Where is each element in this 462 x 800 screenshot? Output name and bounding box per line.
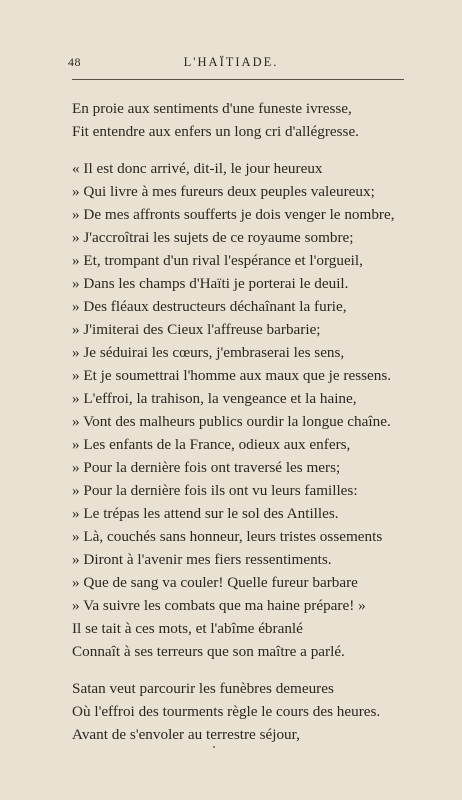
page-header	[0, 55, 462, 75]
verse-line: » Dans les champs d'Haïti je porterai le deuil.	[72, 275, 349, 292]
verse-line: » Les enfants de la France, odieux aux enfers,	[72, 436, 351, 453]
verse-line: Où l'effroi des tourments règle le cours des heures.	[72, 703, 381, 720]
verse-line: En proie aux sentiments d'une funeste ivresse,	[72, 100, 352, 117]
verse-line: » Pour la dernière fois ils ont vu leurs familles:	[72, 482, 358, 499]
verse-line: » L'effroi, la trahison, la vengeance et la haine,	[72, 390, 357, 407]
verse-line: » Diront à l'avenir mes fiers ressentiments.	[72, 551, 332, 568]
verse-line: » Pour la dernière fois ont traversé les mers;	[72, 459, 341, 476]
verse-line: » De mes affronts soufferts je dois venger le nombre,	[72, 206, 395, 223]
verse-line: Connaît à ses terreurs que son maître a parlé.	[72, 643, 345, 660]
verse-line: » Et je soumettrai l'homme aux maux que je ressens.	[72, 367, 392, 384]
verse-line: » J'accroîtrai les sujets de ce royaume sombre;	[72, 229, 354, 246]
verse-line: » Que de sang va couler! Quelle fureur barbare	[72, 574, 358, 591]
verse-line: Il se tait à ces mots, et l'abîme ébranlé	[72, 620, 303, 637]
verse-line: « Il est donc arrivé, dit-il, le jour heureux	[72, 160, 323, 177]
verse-line: » Qui livre à mes fureurs deux peuples valeureux;	[72, 183, 375, 200]
verse-line: » Vont des malheurs publics ourdir la longue chaîne.	[72, 413, 391, 430]
verse-line: » Des fléaux destructeurs déchaînant la furie,	[72, 298, 347, 315]
verse-line: Fit entendre aux enfers un long cri d'allégresse.	[72, 123, 359, 140]
verse-line: Avant de s'envoler au terrestre séjour,	[72, 726, 300, 743]
header-rule	[72, 79, 404, 80]
verse-line: » Le trépas les attend sur le sol des Antilles.	[72, 505, 339, 522]
verse-line: » J'imiterai des Cieux l'affreuse barbarie;	[72, 321, 321, 338]
verse-line: Satan veut parcourir les funèbres demeures	[72, 680, 334, 697]
verse-line: » Va suivre les combats que ma haine prépare! »	[72, 597, 366, 614]
verse-line: » Là, couchés sans honneur, leurs tristes ossements	[72, 528, 383, 545]
running-title: L'HAÏTIADE.	[183, 55, 279, 69]
verse-line: » Et, trompant d'un rival l'espérance et l'orgueil,	[72, 252, 363, 269]
page-number: 48	[68, 55, 81, 69]
verse-line: » Je séduirai les cœurs, j'embraserai les sens,	[72, 344, 345, 361]
print-speck	[213, 746, 215, 748]
